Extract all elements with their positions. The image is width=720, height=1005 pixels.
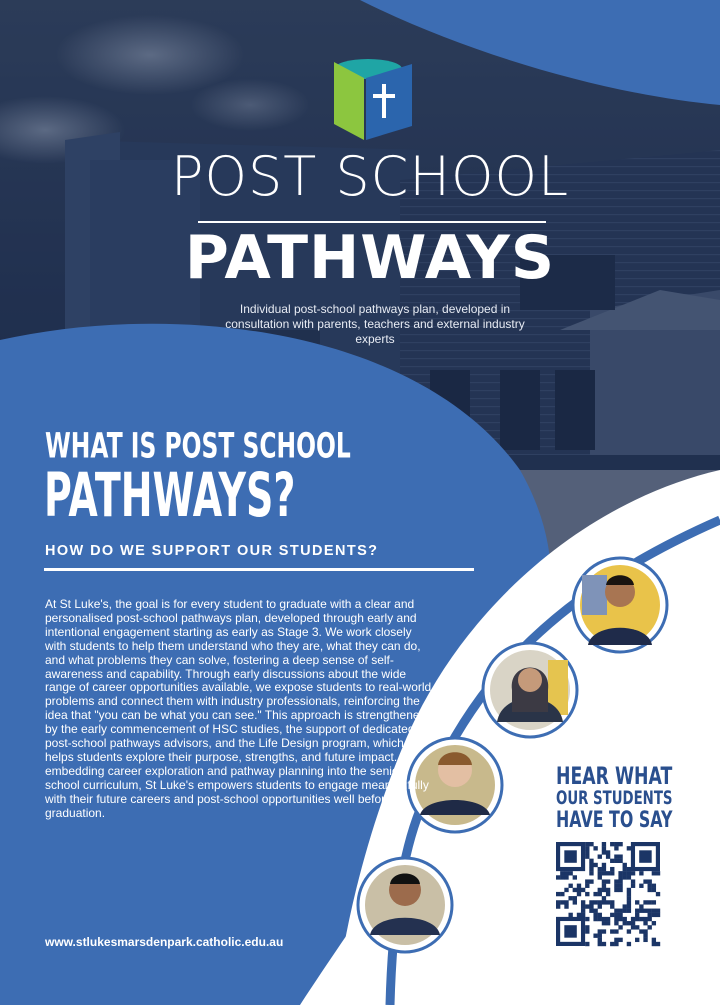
title-pathways: PATHWAYS <box>184 223 556 293</box>
qr-code <box>554 840 662 948</box>
school-crest-book-cross-icon <box>334 59 412 140</box>
title-post-school: POST SCHOOL <box>170 145 570 208</box>
student-photo-2 <box>483 643 577 737</box>
section-heading-line2: PATHWAYS? <box>44 460 296 531</box>
student-photo-1 <box>573 558 667 652</box>
testimonial-cta <box>556 764 673 832</box>
section-body-text: At St Luke's, the goal is for every student to graduate with a clear and personalised post-school pathways plan, developed through early and intentional engagement starting as early as Stage 3. We work closely with students to help them understand who they are, what they can do, and what problems they can solve, fostering a deep sense of self-awareness and capability. Through early discussions about the wide range of career opportunities available, we expose students to real-world problems and connect them with industry professionals, reinforcing the idea that "you can be what you can see." This approach is strengthened by the early commencement of HSC studies, the support of dedicated post-school pathways advisors, and the Life Design program, which helps students explore their purpose, strengths, and future impact. By embedding career exploration and pathway planning into the senior school curriculum, St Luke's empowers students to engage meaningfully with their future careers and post-school opportunities well before graduation. <box>45 597 432 820</box>
cta-line2: OUR STUDENTS <box>556 788 673 809</box>
section-heading-line1: WHAT IS POST SCHOOL <box>45 426 351 467</box>
section-divider <box>44 568 474 571</box>
student-photo-4 <box>358 858 452 952</box>
cta-line3: HAVE TO SAY <box>556 807 673 833</box>
section-subheading: HOW DO WE SUPPORT OUR STUDENTS? <box>45 543 379 559</box>
website-link[interactable]: www.stlukesmarsdenpark.catholic.edu.au <box>45 935 284 949</box>
header-subtitle: Individual post-school pathways plan, developed in consultation with parents, teachers and external industry experts <box>225 302 525 346</box>
cta-line1: HEAR WHAT <box>556 762 673 790</box>
